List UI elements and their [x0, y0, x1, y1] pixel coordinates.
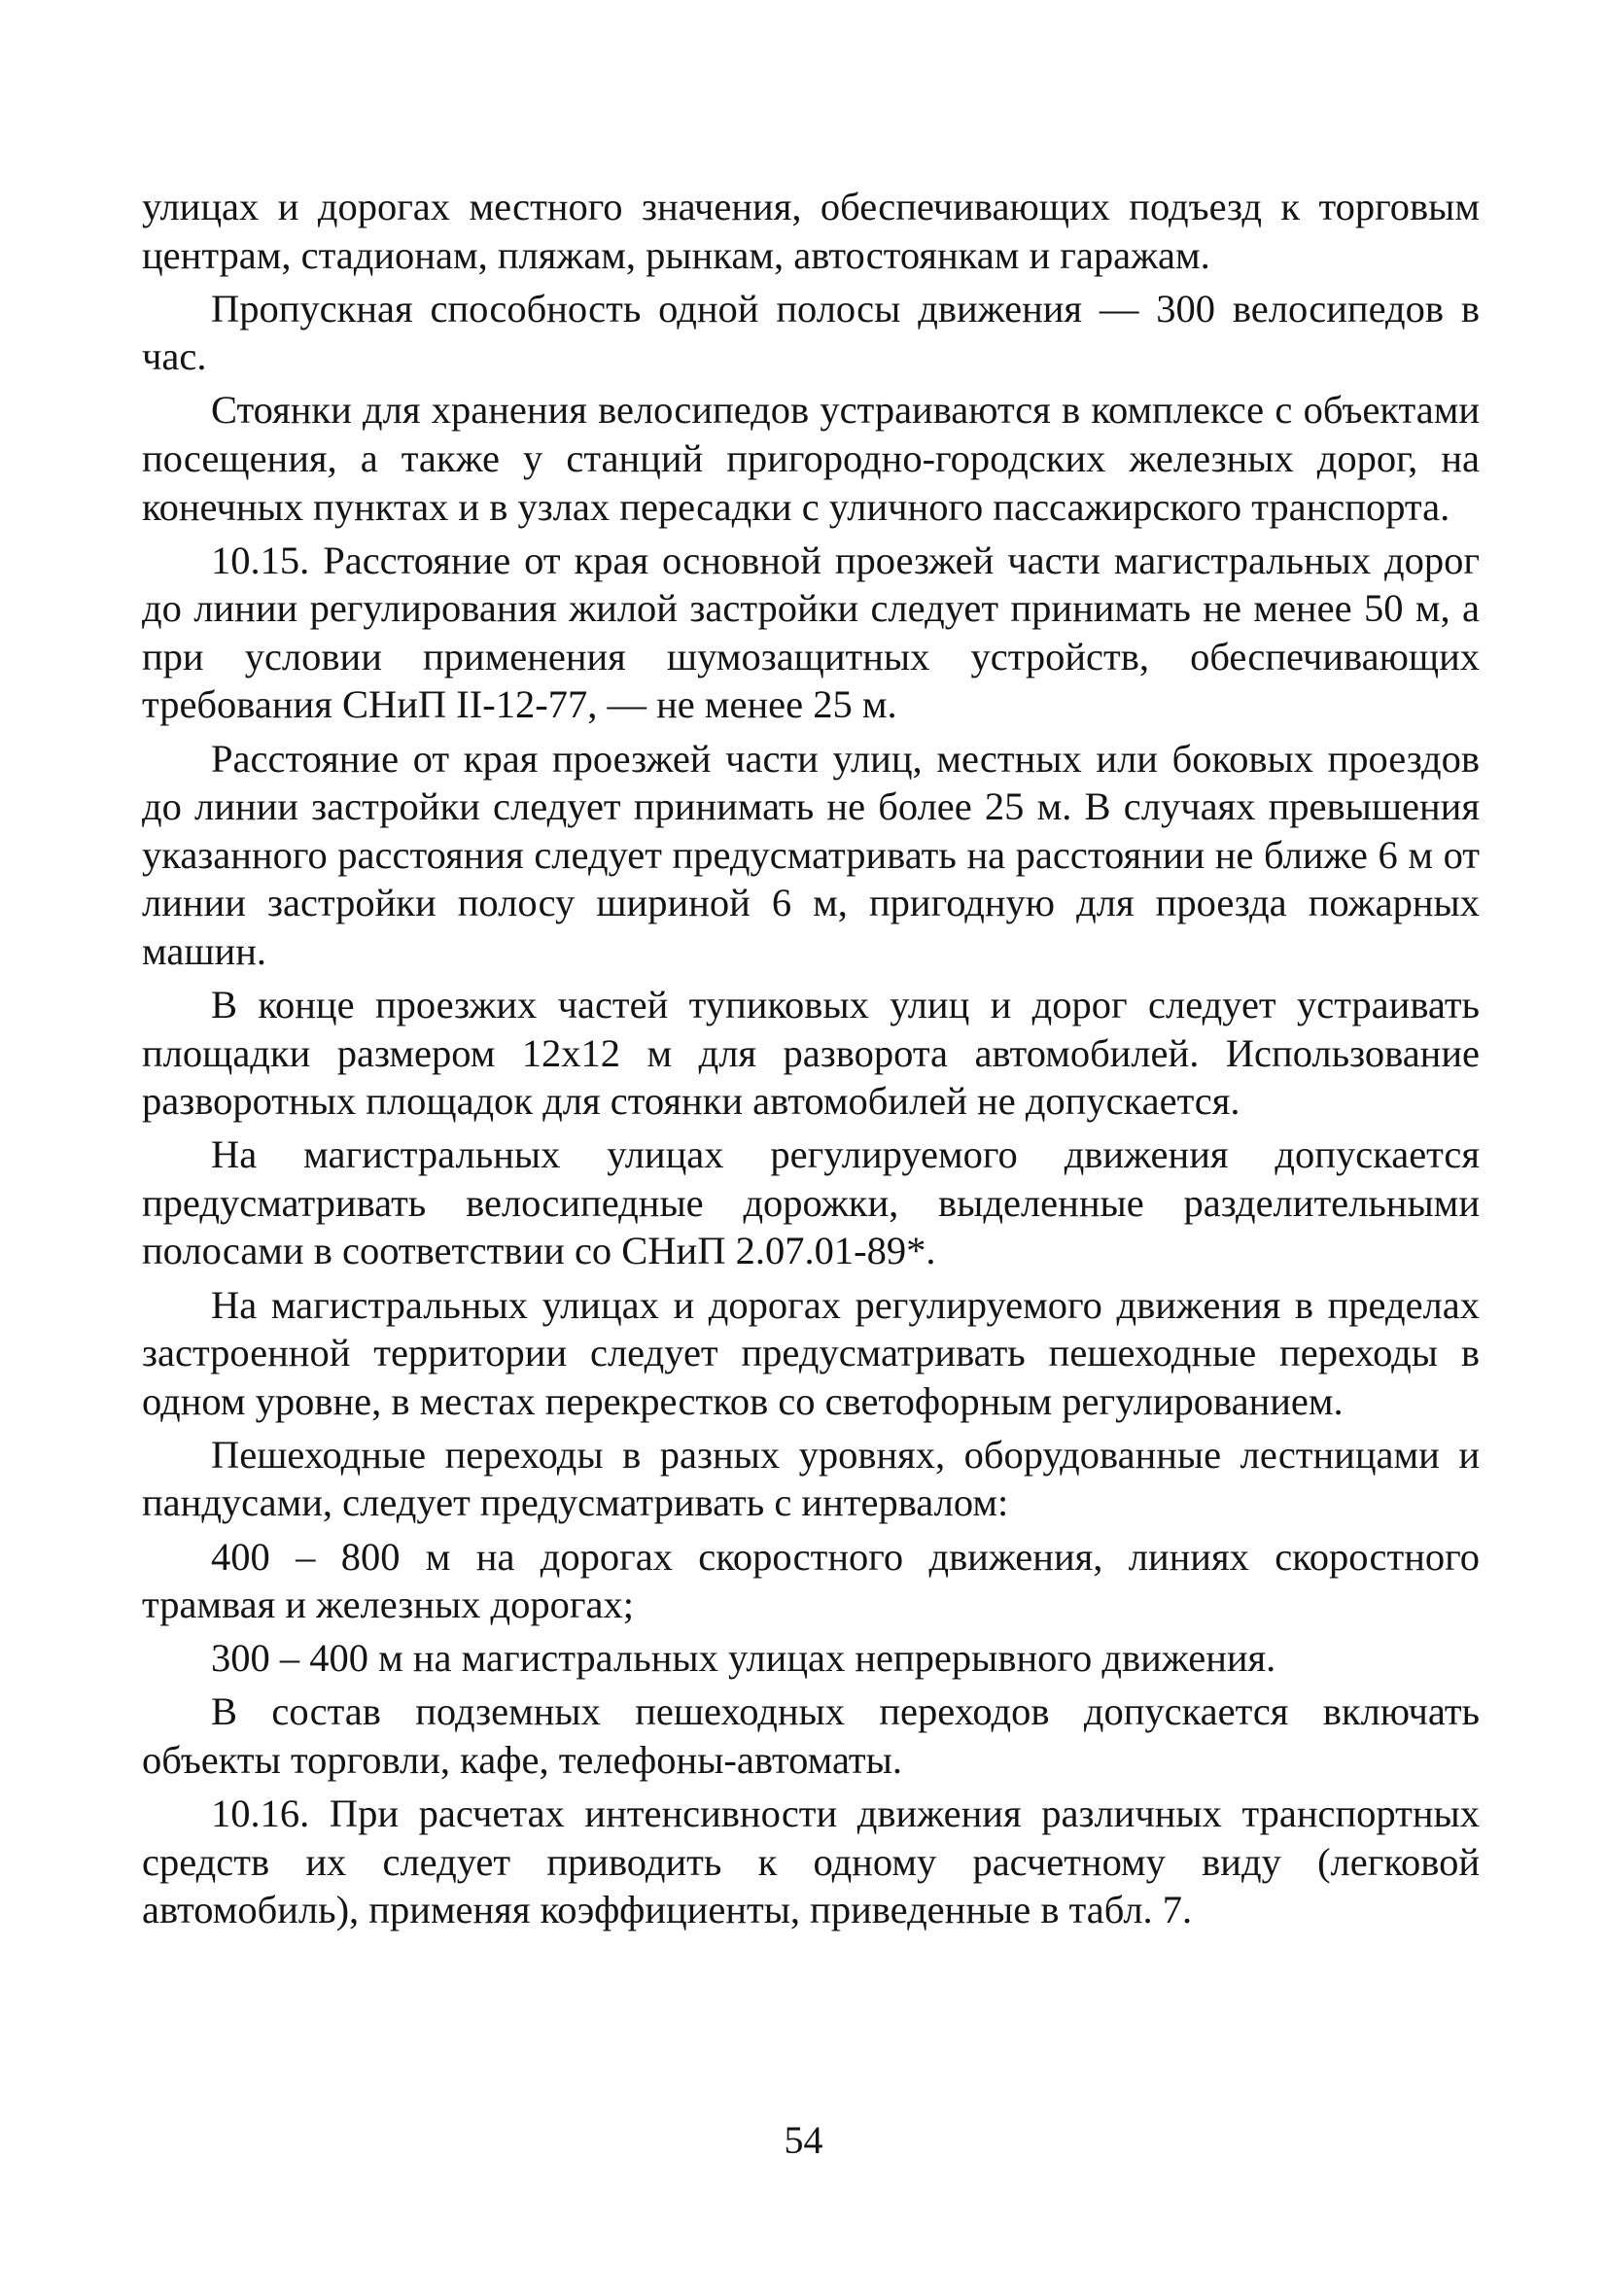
- paragraph-pedestrian-crossings-level: На магистральных улицах и дорогах регулируемого движения в пределах застроенной территории следует предусматривать пешеходные переходы в одном уровне, в местах перекрестков со светофорным регулированием.: [142, 1282, 1480, 1423]
- paragraph-interval-arterial: 300 – 400 м на магистральных улицах непрерывного движения.: [211, 1636, 1276, 1681]
- paragraph-lane-capacity: Пропускная способность одной полосы движения — 300 велосипедов в час.: [142, 286, 1480, 379]
- paragraph-continuation: улицах и дорогах местного значения, обеспечивающих подъезд к торговым центрам, стадионам, пляжам, рынкам, автостоянкам и гаражам.: [142, 185, 1480, 277]
- paragraph-turnaround-areas: В конце проезжих частей тупиковых улиц и дорог следует устраивать площадки размером 12х12 м для разворота автомобилей. Использование разворотных площадок для стоянки автомобилей не допускается.: [142, 983, 1480, 1124]
- paragraph-underground-crossings: В состав подземных пешеходных переходов допускается включать объекты торговли, кафе, телефоны-автоматы.: [142, 1689, 1480, 1782]
- page-number: 54: [784, 2118, 823, 2162]
- paragraph-building-line-distance: Расстояние от края проезжей части улиц, местных или боковых проездов до линии застройки следует принимать не более 25 м. В случаях превышения указанного расстояния следует предусматривать на расстоянии не ближе 6 м от линии застройки полосу шириной 6 м, пригодную для проезда пожарных машин.: [142, 736, 1480, 973]
- paragraph-pedestrian-crossings-grade: Пешеходные переходы в разных уровнях, оборудованные лестницами и пандусами, следует предусматривать с интервалом:: [142, 1432, 1480, 1525]
- paragraph-section-10-15: 10.15. Расстояние от края основной проезжей части магистральных дорог до линии регулирования жилой застройки следует принимать не менее 50 м, а при условии применения шумозащитных устройств, обеспечивающих требования СНиП II-12-77, — не менее 25 м.: [142, 538, 1480, 727]
- paragraph-bicycle-parking: Стоянки для хранения велосипедов устраиваются в комплексе с объектами посещения, а также у станций пригородно-городских железных дорог, на конечных пунктах и в узлах пересадки с уличного пассажирского транспорта.: [142, 388, 1480, 529]
- paragraph-section-10-16: 10.16. При расчетах интенсивности движения различных транспортных средств их следует приводить к одному расчетному виду (легковой автомобиль), применяя коэффициенты, приведенные в табл. 7.: [142, 1792, 1480, 1932]
- paragraph-bicycle-paths: На магистральных улицах регулируемого движения допускается предусматривать велосипедные дорожки, выделенные разделительными полосами в соответствии со СНиП 2.07.01-89*.: [142, 1132, 1480, 1273]
- page-body: [142, 183, 1480, 1939]
- paragraph-interval-expressway: 400 – 800 м на дорогах скоростного движения, линиях скоростного трамвая и железных дорогах;: [142, 1534, 1480, 1627]
